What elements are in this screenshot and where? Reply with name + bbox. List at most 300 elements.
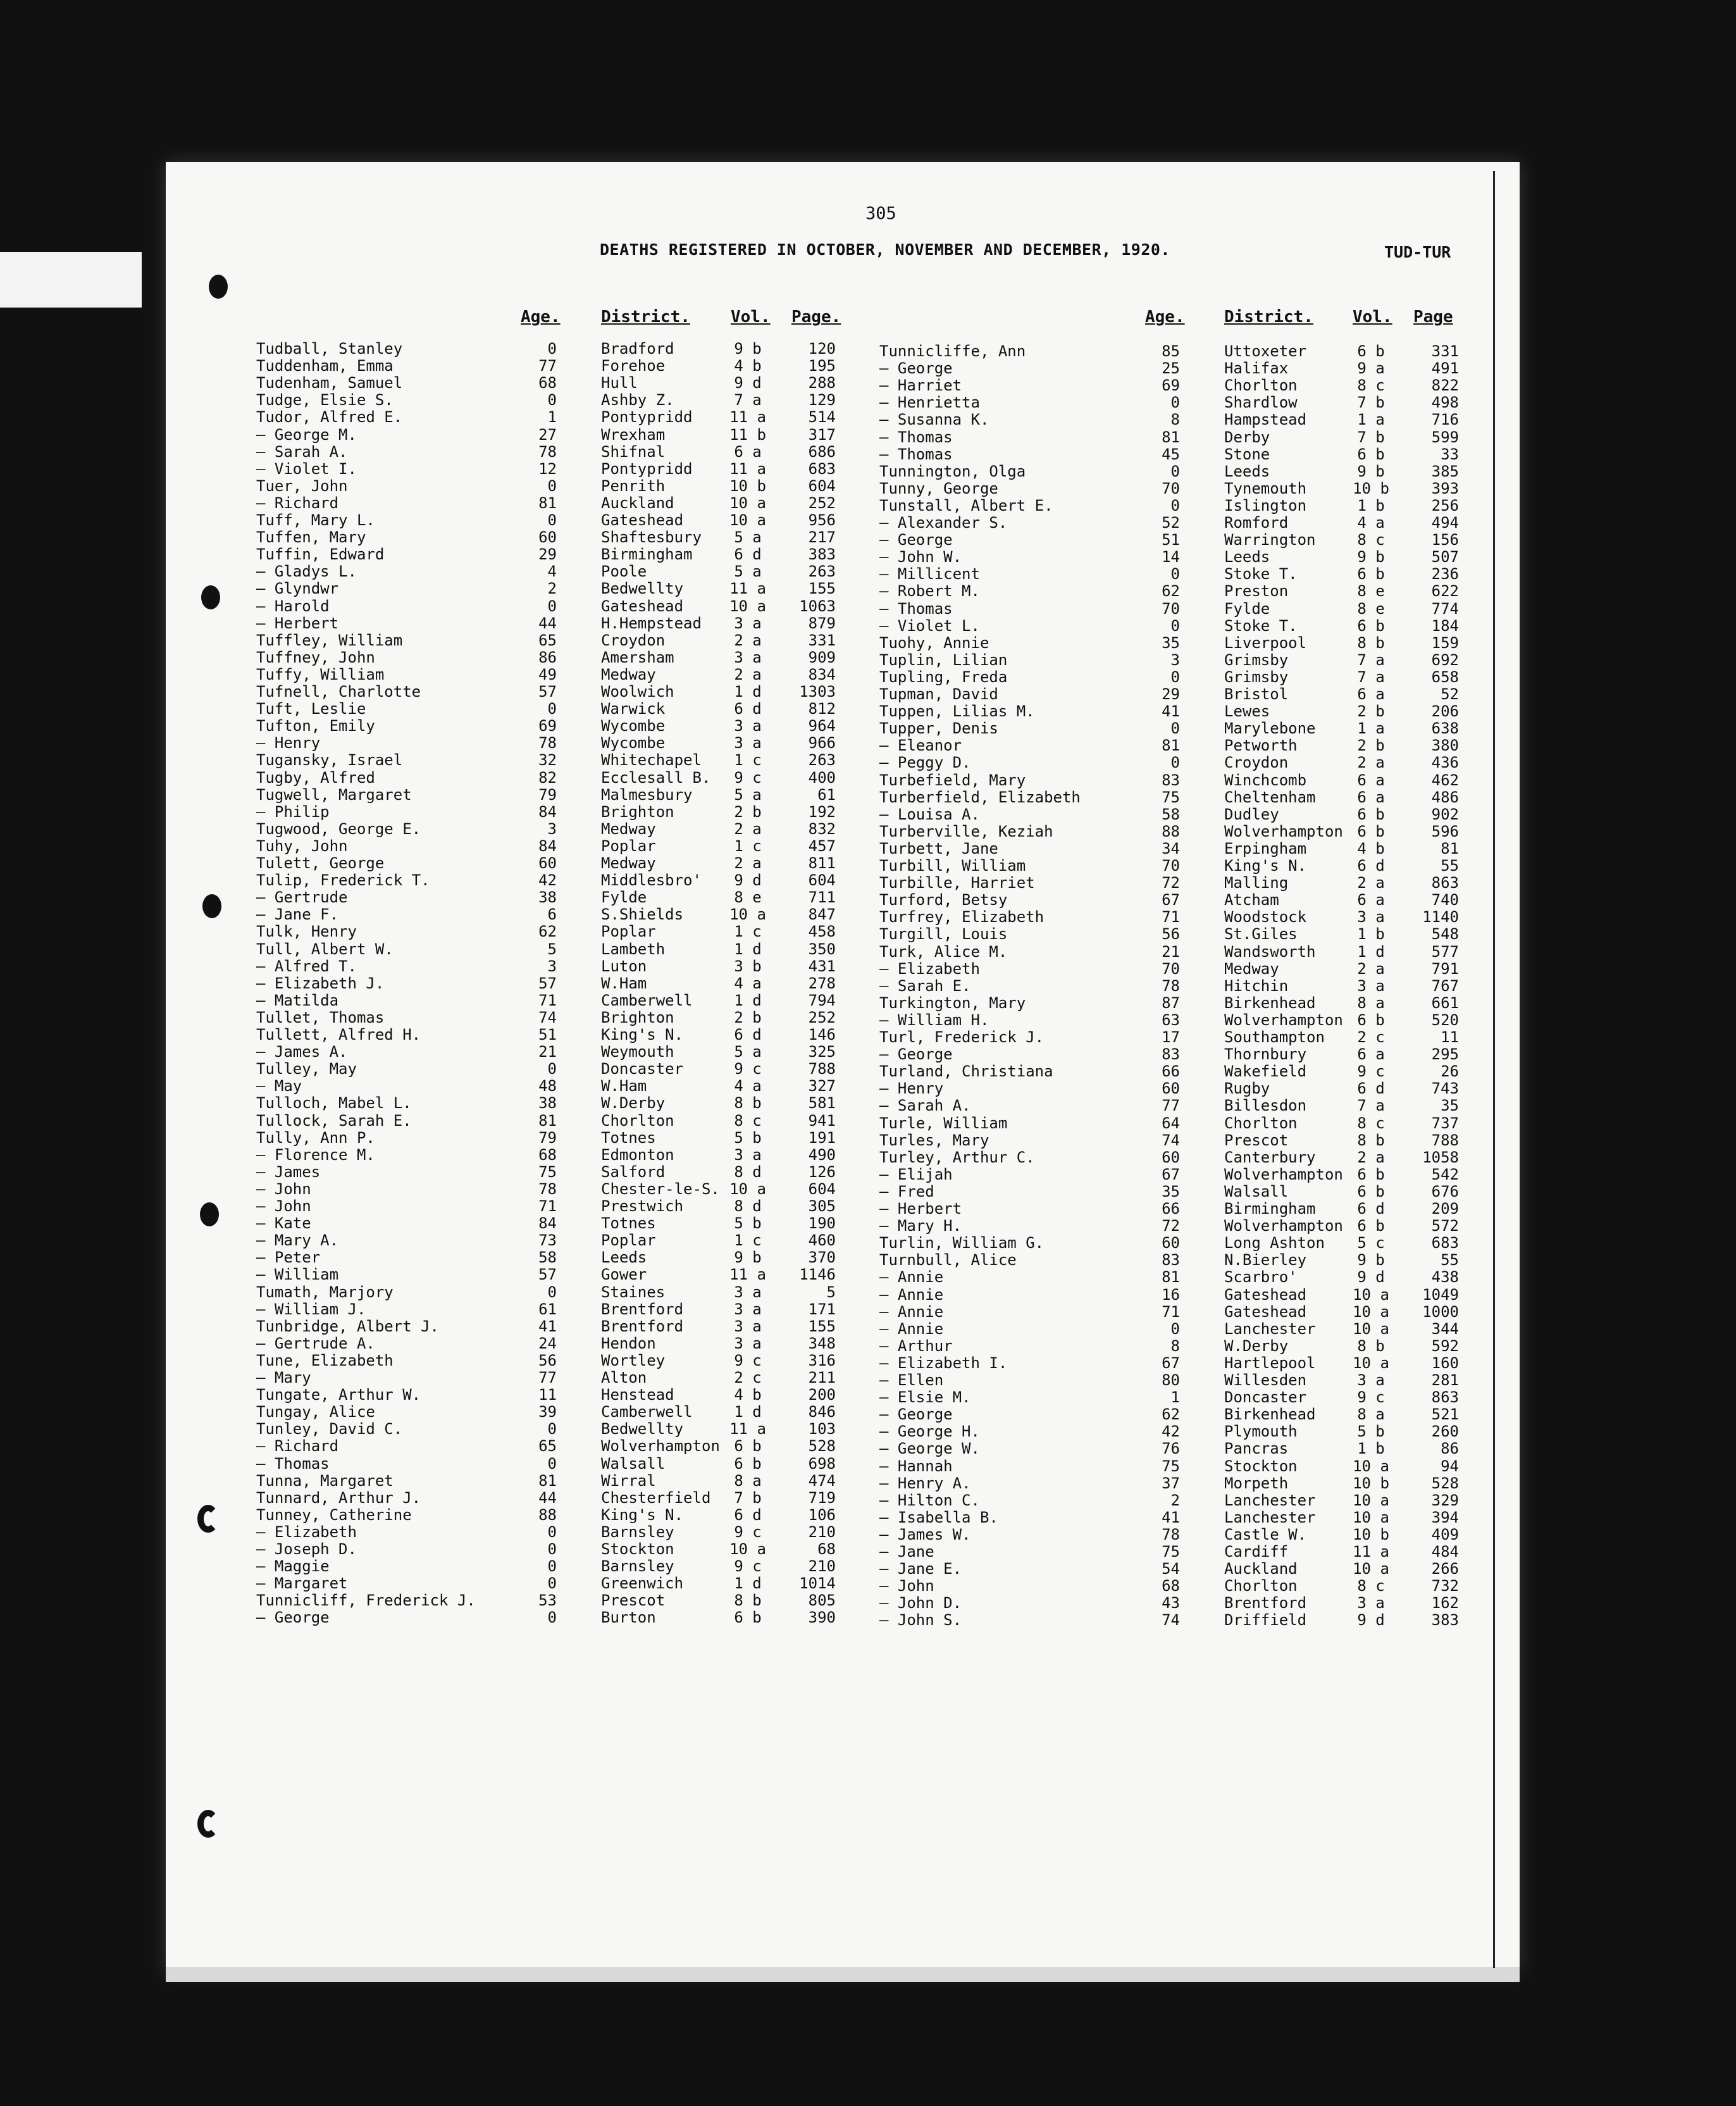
entry-vol: 8 e bbox=[1357, 599, 1385, 618]
entry-page: 494 bbox=[1431, 514, 1459, 532]
entry-page: 491 bbox=[1431, 359, 1459, 378]
entry-district: Salford bbox=[601, 1162, 666, 1181]
entry-age: 4 bbox=[547, 563, 557, 581]
entry-age: 0 bbox=[1170, 462, 1180, 480]
register-entry bbox=[879, 1612, 1468, 1629]
entry-vol: 8 c bbox=[1357, 531, 1385, 549]
entry-district: Hitchin bbox=[1224, 976, 1289, 995]
entry-age: 0 bbox=[547, 1283, 557, 1301]
entry-age: 78 bbox=[1162, 976, 1180, 995]
entry-vol: 3 a bbox=[1357, 1371, 1385, 1389]
entry-district: Shifnal bbox=[601, 442, 666, 461]
register-entry bbox=[256, 598, 845, 615]
entry-page: 902 bbox=[1431, 805, 1459, 823]
register-entry bbox=[879, 394, 1468, 411]
entry-age: 0 bbox=[547, 1454, 557, 1473]
entry-district: St.Giles bbox=[1224, 925, 1298, 944]
entry-district: Croydon bbox=[1224, 754, 1289, 772]
district-header: District. bbox=[1224, 308, 1313, 327]
entry-name: — George M. bbox=[256, 425, 357, 444]
entry-page: 409 bbox=[1431, 1525, 1459, 1543]
entry-district: Erpingham bbox=[1224, 839, 1307, 857]
entry-name: — Joseph D. bbox=[256, 1540, 357, 1558]
register-entry bbox=[256, 1352, 845, 1369]
entry-name: Tupman, David bbox=[879, 685, 998, 703]
entry-district: Prestwich bbox=[601, 1197, 684, 1215]
entry-district: Wolverhampton bbox=[1224, 822, 1343, 840]
register-entry bbox=[879, 1321, 1468, 1338]
entry-name: — Gertrude bbox=[256, 888, 348, 907]
entry-name: — Hilton C. bbox=[879, 1491, 980, 1509]
entry-vol: 8 d bbox=[734, 1162, 762, 1181]
entry-age: 21 bbox=[1162, 942, 1180, 961]
register-entry bbox=[879, 514, 1468, 532]
entry-page: 94 bbox=[1441, 1457, 1459, 1475]
entry-page: 316 bbox=[808, 1351, 836, 1369]
entry-page: 120 bbox=[808, 340, 836, 358]
entry-district: Leeds bbox=[601, 1249, 647, 1267]
register-entry bbox=[879, 1218, 1468, 1235]
entry-district: Lewes bbox=[1224, 702, 1270, 721]
register-entry bbox=[879, 1492, 1468, 1509]
entry-vol: 11 a bbox=[729, 459, 766, 478]
entry-age: 0 bbox=[547, 340, 557, 358]
entry-age: 78 bbox=[538, 442, 557, 461]
entry-age: 65 bbox=[538, 1437, 557, 1455]
entry-age: 77 bbox=[538, 1369, 557, 1386]
entry-district: Scarbro' bbox=[1224, 1268, 1298, 1287]
entry-page: 542 bbox=[1431, 1165, 1459, 1183]
entry-page: 966 bbox=[808, 734, 836, 752]
entry-vol: 6 b bbox=[1357, 445, 1385, 463]
entry-district: Wycombe bbox=[601, 717, 666, 735]
entry-district: Plymouth bbox=[1224, 1423, 1298, 1441]
entry-age: 0 bbox=[547, 1557, 557, 1576]
entry-district: Lanchester bbox=[1224, 1491, 1316, 1509]
entry-page: 146 bbox=[808, 1026, 836, 1044]
entry-page: 217 bbox=[808, 528, 836, 547]
entry-page: 822 bbox=[1431, 377, 1459, 395]
entry-vol: 6 b bbox=[1357, 1011, 1385, 1029]
entry-vol: 5 b bbox=[734, 1128, 762, 1147]
entry-age: 0 bbox=[547, 1609, 557, 1627]
entry-district: Cheltenham bbox=[1224, 788, 1316, 806]
entry-district: King's N. bbox=[601, 1026, 684, 1044]
entry-page: 1063 bbox=[799, 597, 836, 615]
entry-name: — John S. bbox=[879, 1611, 962, 1629]
entry-name: Tunny, George bbox=[879, 479, 998, 497]
entry-vol: 9 d bbox=[1357, 1611, 1385, 1629]
entry-age: 39 bbox=[538, 1403, 557, 1421]
entry-vol: 2 a bbox=[1357, 1148, 1385, 1166]
entry-district: Shardlow bbox=[1224, 394, 1298, 412]
entry-age: 76 bbox=[1162, 1440, 1180, 1458]
entry-page: 81 bbox=[1441, 839, 1459, 857]
entry-page: 683 bbox=[808, 459, 836, 478]
entry-district: Croydon bbox=[601, 631, 666, 649]
entry-page: 329 bbox=[1431, 1491, 1459, 1509]
entry-age: 71 bbox=[538, 991, 557, 1009]
entry-district: Poplar bbox=[601, 923, 656, 941]
entry-vol: 9 b bbox=[734, 1249, 762, 1267]
entry-vol: 8 e bbox=[1357, 582, 1385, 601]
entry-age: 57 bbox=[538, 974, 557, 992]
entry-page: 55 bbox=[1441, 857, 1459, 875]
entry-district: Poplar bbox=[601, 837, 656, 855]
register-entry bbox=[879, 566, 1468, 583]
entry-name: Turl, Frederick J. bbox=[879, 1028, 1045, 1046]
register-entry bbox=[879, 343, 1468, 360]
punch-hole-4 bbox=[200, 1202, 219, 1226]
entry-district: Walsall bbox=[601, 1454, 666, 1473]
entry-name: — Millicent bbox=[879, 565, 980, 583]
entry-page: 195 bbox=[808, 357, 836, 375]
entry-vol: 8 e bbox=[734, 888, 762, 907]
register-entry bbox=[256, 838, 845, 855]
entry-name: Tuffen, Mary bbox=[256, 528, 366, 547]
entry-page: 599 bbox=[1431, 428, 1459, 446]
entry-age: 0 bbox=[547, 597, 557, 615]
entry-district: Wirral bbox=[601, 1471, 656, 1490]
entry-vol: 3 a bbox=[734, 614, 762, 632]
entry-age: 0 bbox=[547, 477, 557, 495]
register-entry bbox=[256, 992, 845, 1009]
entry-vol: 2 b bbox=[1357, 737, 1385, 755]
register-entry bbox=[879, 1149, 1468, 1166]
entry-vol: 6 b bbox=[1357, 342, 1385, 360]
register-entry bbox=[256, 735, 845, 752]
entry-age: 0 bbox=[547, 1540, 557, 1558]
entry-name: Turberville, Keziah bbox=[879, 822, 1053, 840]
entry-vol: 6 b bbox=[734, 1609, 762, 1627]
entry-district: Grimsby bbox=[1224, 651, 1289, 669]
entry-age: 1 bbox=[547, 408, 557, 427]
entry-name: — Annie bbox=[879, 1285, 944, 1304]
punch-hole-1 bbox=[209, 275, 228, 299]
entry-name: — Glyndwr bbox=[256, 580, 339, 598]
entry-age: 6 bbox=[547, 906, 557, 924]
entry-age: 77 bbox=[1162, 1097, 1180, 1115]
entry-age: 41 bbox=[538, 1317, 557, 1335]
entry-vol: 10 a bbox=[729, 511, 766, 529]
register-entry bbox=[256, 1386, 845, 1404]
entry-district: Chorlton bbox=[1224, 1114, 1298, 1132]
entry-district: Totnes bbox=[601, 1128, 656, 1147]
register-entry bbox=[879, 1269, 1468, 1286]
entry-vol: 9 c bbox=[734, 1060, 762, 1078]
entry-age: 62 bbox=[1162, 582, 1180, 601]
entry-name: — Peter bbox=[256, 1249, 321, 1267]
entry-vol: 2 b bbox=[1357, 702, 1385, 721]
entry-district: Brighton bbox=[601, 802, 674, 821]
entry-name: — Kate bbox=[256, 1214, 311, 1233]
register-entry bbox=[879, 1235, 1468, 1252]
entry-page: 390 bbox=[808, 1609, 836, 1627]
entry-name: Tunnard, Arthur J. bbox=[256, 1488, 421, 1507]
entry-name: — Sarah A. bbox=[256, 442, 348, 461]
entry-vol: 2 a bbox=[734, 854, 762, 872]
entry-district: Gateshead bbox=[601, 511, 684, 529]
entry-page: 344 bbox=[1431, 1319, 1459, 1338]
entry-district: Hull bbox=[601, 374, 638, 392]
entry-page: 458 bbox=[808, 923, 836, 941]
entry-district: Driffield bbox=[1224, 1611, 1307, 1629]
register-entry bbox=[256, 718, 845, 735]
entry-name: Tunstall, Albert E. bbox=[879, 496, 1053, 514]
entry-age: 44 bbox=[538, 614, 557, 632]
register-entry bbox=[879, 549, 1468, 566]
entry-name: Tuff, Mary L. bbox=[256, 511, 375, 529]
entry-name: — Herbert bbox=[256, 614, 339, 632]
entry-vol: 9 c bbox=[734, 1351, 762, 1369]
entry-name: — Richard bbox=[256, 1437, 339, 1455]
entry-district: Malmesbury bbox=[601, 785, 693, 804]
entry-district: Wycombe bbox=[601, 734, 666, 752]
entry-page: 490 bbox=[808, 1145, 836, 1164]
entry-vol: 7 a bbox=[734, 391, 762, 409]
entry-name: — George bbox=[879, 531, 953, 549]
register-entry bbox=[256, 546, 845, 563]
entry-vol: 9 c bbox=[734, 1523, 762, 1541]
entry-district: Pancras bbox=[1224, 1440, 1289, 1458]
entry-vol: 10 a bbox=[1353, 1354, 1389, 1372]
entry-page: 1049 bbox=[1422, 1285, 1459, 1304]
entry-vol: 10 a bbox=[729, 1540, 766, 1558]
entry-name: — Herbert bbox=[879, 1200, 962, 1218]
register-entry bbox=[256, 1078, 845, 1095]
register-entry bbox=[879, 1595, 1468, 1612]
register-entry bbox=[879, 1458, 1468, 1475]
page-title: DEATHS REGISTERED IN OCTOBER, NOVEMBER AND DECEMBER, 1920. bbox=[600, 240, 1170, 259]
entry-age: 79 bbox=[538, 785, 557, 804]
entry-page: 909 bbox=[808, 648, 836, 666]
entry-age: 68 bbox=[538, 1145, 557, 1164]
register-entry bbox=[879, 1509, 1468, 1526]
entry-name: — Richard bbox=[256, 494, 339, 512]
entry-vol: 3 b bbox=[734, 957, 762, 975]
entry-page: 52 bbox=[1441, 685, 1459, 703]
entry-district: Chorlton bbox=[1224, 1577, 1298, 1595]
entry-district: W.Ham bbox=[601, 974, 647, 992]
entry-district: Forehoe bbox=[601, 357, 666, 375]
entry-vol: 10 b bbox=[729, 477, 766, 495]
entry-age: 58 bbox=[1162, 805, 1180, 823]
register-entry bbox=[879, 703, 1468, 720]
entry-vol: 8 c bbox=[1357, 377, 1385, 395]
entry-district: Leeds bbox=[1224, 462, 1270, 480]
register-entry bbox=[256, 889, 845, 906]
entry-age: 5 bbox=[547, 940, 557, 958]
entry-district: Winchcomb bbox=[1224, 771, 1307, 789]
entry-age: 78 bbox=[538, 734, 557, 752]
entry-page: 61 bbox=[817, 785, 836, 804]
entry-age: 42 bbox=[1162, 1423, 1180, 1441]
entry-vol: 11 a bbox=[1353, 1543, 1389, 1561]
register-entry bbox=[256, 1130, 845, 1147]
entry-vol: 3 a bbox=[734, 1300, 762, 1318]
entry-page: 498 bbox=[1431, 394, 1459, 412]
entry-vol: 9 b bbox=[1357, 1251, 1385, 1269]
entry-vol: 4 a bbox=[734, 1077, 762, 1095]
entry-name: Turle, William bbox=[879, 1114, 1008, 1132]
register-entry bbox=[256, 1335, 845, 1352]
entry-district: Willesden bbox=[1224, 1371, 1307, 1389]
entry-district: Weymouth bbox=[601, 1043, 674, 1061]
entry-vol: 6 a bbox=[1357, 685, 1385, 703]
entry-age: 56 bbox=[1162, 925, 1180, 944]
register-entry bbox=[879, 909, 1468, 926]
register-entry bbox=[256, 1301, 845, 1318]
entry-vol: 7 a bbox=[1357, 668, 1385, 686]
entry-age: 62 bbox=[1162, 1405, 1180, 1424]
register-entry bbox=[879, 737, 1468, 754]
entry-page: 209 bbox=[1431, 1200, 1459, 1218]
entry-page: 548 bbox=[1431, 925, 1459, 944]
district-header: District. bbox=[601, 308, 690, 327]
entry-age: 67 bbox=[1162, 1165, 1180, 1183]
entry-district: Cardiff bbox=[1224, 1543, 1289, 1561]
register-entry bbox=[879, 601, 1468, 618]
entry-district: Gateshead bbox=[1224, 1285, 1307, 1304]
entry-district: Stoke T. bbox=[1224, 565, 1298, 583]
entry-age: 66 bbox=[1162, 1062, 1180, 1081]
entry-name: Tudge, Elsie S. bbox=[256, 391, 394, 409]
entry-name: — John bbox=[256, 1180, 311, 1198]
entry-age: 17 bbox=[1162, 1028, 1180, 1046]
entry-page: 266 bbox=[1431, 1560, 1459, 1578]
entry-page: 737 bbox=[1431, 1114, 1459, 1132]
entry-name: — Annie bbox=[879, 1302, 944, 1321]
entry-age: 80 bbox=[1162, 1371, 1180, 1389]
entry-page: 348 bbox=[808, 1334, 836, 1352]
entry-vol: 7 a bbox=[1357, 651, 1385, 669]
entry-age: 60 bbox=[1162, 1234, 1180, 1252]
entry-page: 638 bbox=[1431, 720, 1459, 738]
entry-district: Fylde bbox=[1224, 599, 1270, 618]
entry-age: 83 bbox=[1162, 771, 1180, 789]
entry-vol: 8 b bbox=[1357, 1131, 1385, 1149]
entry-page: 350 bbox=[808, 940, 836, 958]
entry-vol: 9 c bbox=[734, 1557, 762, 1576]
entry-name: — Mary bbox=[256, 1369, 311, 1386]
entry-age: 60 bbox=[1162, 1148, 1180, 1166]
entry-page: 394 bbox=[1431, 1508, 1459, 1526]
entry-page: 462 bbox=[1431, 771, 1459, 789]
entry-page: 604 bbox=[808, 477, 836, 495]
register-entry bbox=[879, 789, 1468, 806]
entry-age: 3 bbox=[547, 819, 557, 838]
entry-name: Tuft, Leslie bbox=[256, 700, 366, 718]
entry-age: 63 bbox=[1162, 1011, 1180, 1029]
entry-page: 528 bbox=[808, 1437, 836, 1455]
register-entry bbox=[879, 1355, 1468, 1372]
punch-hole-2 bbox=[201, 585, 220, 609]
entry-district: Thornbury bbox=[1224, 1045, 1307, 1064]
register-entry bbox=[256, 804, 845, 821]
entry-vol: 6 a bbox=[1357, 1045, 1385, 1064]
entry-age: 60 bbox=[538, 854, 557, 872]
entry-vol: 9 b bbox=[1357, 548, 1385, 566]
entry-name: Tuddenham, Emma bbox=[256, 357, 394, 375]
entry-name: Tuffley, William bbox=[256, 631, 403, 649]
entry-name: — May bbox=[256, 1077, 302, 1095]
entry-district: Dudley bbox=[1224, 805, 1279, 823]
entry-age: 64 bbox=[1162, 1114, 1180, 1132]
entry-page: 210 bbox=[808, 1523, 836, 1541]
register-entry bbox=[879, 1080, 1468, 1097]
page-header: Page bbox=[1413, 308, 1453, 327]
entry-district: Ecclesall B. bbox=[601, 768, 711, 787]
entry-age: 58 bbox=[538, 1249, 557, 1267]
register-entry bbox=[256, 1147, 845, 1164]
entry-district: Pontypridd bbox=[601, 459, 693, 478]
entry-page: 438 bbox=[1431, 1268, 1459, 1287]
register-entry bbox=[256, 1490, 845, 1507]
entry-page: 767 bbox=[1431, 976, 1459, 995]
entry-district: Medway bbox=[601, 854, 656, 872]
entry-vol: 10 a bbox=[729, 1180, 766, 1198]
entry-vol: 6 d bbox=[734, 545, 762, 564]
entry-page: 33 bbox=[1441, 445, 1459, 463]
register-entry bbox=[879, 892, 1468, 909]
entry-page: 834 bbox=[808, 665, 836, 683]
entry-name: — Maggie bbox=[256, 1557, 330, 1576]
entry-vol: 5 a bbox=[734, 1043, 762, 1061]
entry-age: 27 bbox=[538, 425, 557, 444]
register-entry bbox=[256, 632, 845, 649]
entry-age: 75 bbox=[1162, 1543, 1180, 1561]
register-entry bbox=[256, 1164, 845, 1181]
entry-name: Turbett, Jane bbox=[879, 839, 998, 857]
entry-age: 56 bbox=[538, 1351, 557, 1369]
entry-vol: 1 c bbox=[734, 837, 762, 855]
entry-page: 622 bbox=[1431, 582, 1459, 601]
entry-page: 964 bbox=[808, 717, 836, 735]
entry-name: Tuohy, Annie bbox=[879, 633, 989, 652]
entry-district: Marylebone bbox=[1224, 720, 1316, 738]
entry-name: Tugby, Alfred bbox=[256, 768, 375, 787]
register-entry bbox=[879, 1440, 1468, 1457]
entry-name: — Thomas bbox=[879, 599, 953, 618]
entry-district: Hampstead bbox=[1224, 411, 1307, 429]
entry-vol: 2 a bbox=[1357, 754, 1385, 772]
entry-age: 84 bbox=[538, 1214, 557, 1233]
entry-district: N.Bierley bbox=[1224, 1251, 1307, 1269]
entry-vol: 2 b bbox=[734, 1008, 762, 1026]
entry-page: 811 bbox=[808, 854, 836, 872]
entry-vol: 6 b bbox=[1357, 805, 1385, 823]
entry-age: 0 bbox=[1170, 668, 1180, 686]
entry-vol: 2 a bbox=[1357, 874, 1385, 892]
entry-age: 45 bbox=[1162, 445, 1180, 463]
register-entry bbox=[256, 1232, 845, 1249]
entry-age: 74 bbox=[1162, 1611, 1180, 1629]
entry-page: 380 bbox=[1431, 737, 1459, 755]
entry-district: Brentford bbox=[1224, 1594, 1307, 1612]
entry-name: — Alfred T. bbox=[256, 957, 357, 975]
entry-name: — Arthur bbox=[879, 1336, 953, 1355]
entry-vol: 3 a bbox=[734, 1283, 762, 1301]
entry-name: — Violet L. bbox=[879, 616, 980, 635]
entry-age: 84 bbox=[538, 802, 557, 821]
entry-district: Whitechapel bbox=[601, 751, 702, 770]
entry-vol: 6 a bbox=[1357, 771, 1385, 789]
entry-page: 385 bbox=[1431, 462, 1459, 480]
entry-district: S.Shields bbox=[601, 906, 684, 924]
page-bottom-strip bbox=[166, 1967, 1520, 1982]
entry-page: 252 bbox=[808, 494, 836, 512]
entry-name: Tulip, Frederick T. bbox=[256, 871, 430, 890]
